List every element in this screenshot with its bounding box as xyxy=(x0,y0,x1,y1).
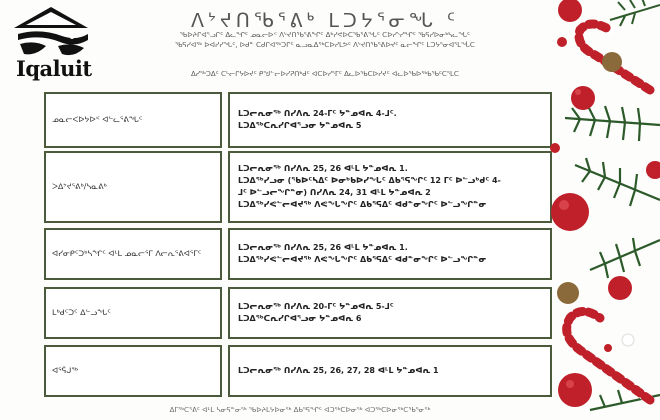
ornament-icon xyxy=(557,37,567,47)
hours-line: ᒪᑐᓕᕆᓂᖅ ᑎᓯᐱᕆ 25, 26 ᐊᒻᒪ ᔭᓐᓄᐊᕆ 1. xyxy=(238,164,408,173)
hours-line: ᒪᑐᓕᕆᓂᖅ ᑎᓯᐱᕆ 24-ᒥᑦ ᔭᓐᓄᐊᕆ 4-ᒧᑦ. xyxy=(238,109,397,118)
hours-line: ᒪᑐᐃᖅᑕᕆᓯᒋᐊᕐᓗᓂ ᔭᓐᓄᐊᕆ 6 xyxy=(238,314,362,323)
ornament-icon xyxy=(558,373,592,407)
footer-text: ᐃᒥᖅᑕᕐᕕᑦ ᐊᒻᒪ ᓴᓂᕋᓐᓂᖅ ᖃᐅᔨᒪᔭᐅᓂᖅ ᐃᑲᕐᕋᖏᑦ ᐊᑐᖅᑕᐅᓂᖅ ᐊᑐᖅᑕᐅᓂᖅᑕᖃᕐᓂᖅ xyxy=(169,406,431,414)
ornament-icon xyxy=(608,276,632,300)
ornament-icon xyxy=(646,161,660,179)
iqaluit-logo xyxy=(10,4,92,80)
table-row xyxy=(44,287,552,339)
hours-line: ᒪᑐᐃᖅᓯᕙᓪᓕᐊᔪᖅ ᐱᕙᖓᖏᑦ ᐃᑲᕐᕋᐃᑦ ᐊᑯᓐᓂᖏᑦ ᐅᓪᓗᖏᓐᓂ xyxy=(238,255,487,264)
facility-hours xyxy=(228,151,552,223)
ornament-icon xyxy=(602,52,622,72)
pine-branch-icon xyxy=(610,0,660,26)
logo-emblem-icon xyxy=(10,4,92,60)
ornament-icon xyxy=(604,344,612,352)
facility-hours xyxy=(228,345,552,397)
table-row xyxy=(44,92,552,148)
facility-name: ᐊᕐᕌᒍᖅ xyxy=(44,345,222,397)
ornament-icon xyxy=(571,86,595,110)
hours-line: ᒪᑐᓕᕆᓂᖅ ᑎᓯᐱᕆ 25, 26, 27, 28 ᐊᒻᒪ ᔭᓐᓄᐊᕆ 1 xyxy=(238,366,439,375)
facility-hours xyxy=(228,92,552,148)
notice-text: ᐃᓯᖅᑐᐃᑦ ᑕᒡᓕᒋᔭᐅᔪᑦ ᑭᖑᓪᓕᐅᓯᕈᑎᒃᑯᑦ ᐊᑕᐅᓯᕐᒥᑦ ᐃᓚᐅᖃᑕᐅᓯᔪᑦ ᐊᓚᐅᖃᐅᖅᑲᖃᑦᑕᕐᒪᑕ xyxy=(191,70,459,78)
hours-line: ᒪᑐᐃᖅᑕᕆᓯᒋᐊᕐᓗᓂ ᔭᓐᓄᐊᕆ 5 xyxy=(238,121,362,130)
hours-line: ᒪᑐᓕᕆᓂᖅ ᑎᓯᐱᕆ 20-ᒥᑦ ᔭᓐᓄᐊᕆ 5-ᒧᑦ xyxy=(238,302,394,311)
facility-name: ᓄᓇᓕᐸᐅᔭᐅᑉ ᐊᓪᓚᕐᕕᖓᑦ xyxy=(44,92,222,148)
ornament-icon xyxy=(558,0,582,22)
table-row xyxy=(44,151,552,223)
ornament-icon xyxy=(557,282,579,304)
page-title: ᐱᔾᔪᑎᖃᕐᕕᒃ ᒪᑐᔭᕐᓂᖓ ᑦ xyxy=(190,10,460,32)
hours-line: ᒪᑐᐃᖅᓯᕙᓪᓕᐊᔪᖅ ᐱᕙᖓᖏᑦ ᐃᑲᕐᕋᐃᑦ ᐊᑯᓐᓂᖏᑦ ᐅᓪᓗᖏᓐᓂ xyxy=(238,200,487,209)
pine-branch-icon xyxy=(565,106,660,141)
hours-line: ᒧᑦ ᐅᓪᓗᓕᖏᓐᓂ) ᑎᓯᐱᕆ 24, 31 ᐊᒻᒪ ᔭᓐᓄᐊᕆ 2 xyxy=(238,188,431,197)
intro-text: ᖃᐅᔨᒋᐊᕐᓗᒋᑦ ᐃᓚᖏᑦ ᓄᓇᓕᐅᑉ ᐱᔾᔪᑎᖃᕐᕕᖏᑦ ᐃᒃᓯᕙᐅᑕᖃᕐᕕᖓᑦ ᑕᐅᓯᔅᓯᖏᑦ ᖃᕋᓯᐅᓂᒃᓴᓚᖓᑦ ᖃᕋᓯᐊᖅ ᐅᐊᓯᓯᖓᑦ, ᐅᑯᓐ ᑕᑯᒋᐊᖅᑐᒋᑦ ᓇᓗᓇᐃᖅᑕᐅᓯᒪᕗᑦ ᐱᔾᔪᑎᖃᕐᕕᐅᔪᑦ ᓇᓕᖏᑦ ᒪᑐᔭᕐᓂᐊᕐᒪᖔᑕ xyxy=(175,31,475,49)
christmas-decoration xyxy=(550,0,660,420)
ornament-icon xyxy=(622,334,634,346)
hours-line: ᒪᑐᓕᕆᓂᖅ ᑎᓯᐱᕆ 25, 26 ᐊᒻᒪ ᔭᓐᓄᐊᕆ 1. xyxy=(238,243,408,252)
facility-name: ᐊᓯᓂᑭᑦᑐᒃᓴᖏᑦ ᐊᒻᒪ ᓄᓇᓕᕐᒥ ᐱᓕᕆᕐᕕᐊᕐᒥᑦ xyxy=(44,228,222,280)
facility-hours xyxy=(228,228,552,280)
facility-hours xyxy=(228,287,552,339)
pine-branch-icon xyxy=(590,238,660,278)
pine-branch-icon xyxy=(575,158,660,206)
facility-name: ᐳᐃᔾᔪᕐᕕᒃ/ᓴᓇᕕᒃ xyxy=(44,151,222,223)
hours-line: ᒪᑐᐃᖅᓯᓗᓂ (ᖃᐅᑦᓴᐃᑦ ᐅᓂᒃᑲᐅᓯᖓᑦ ᐃᑲᕐᕋᖏᑦ 12 ᒥᑦ ᐅᓪᓗᒃᑯᑦ 4- xyxy=(238,176,501,185)
facility-name: ᒪᒃᑯᑦᑐᑦ ᐃᓪᓗᖓᑦ xyxy=(44,287,222,339)
logo-text: Iqaluit xyxy=(16,56,92,81)
table-row xyxy=(44,345,552,397)
ornament-icon xyxy=(551,193,589,231)
ornament-icon xyxy=(550,143,560,153)
table-row xyxy=(44,228,552,280)
